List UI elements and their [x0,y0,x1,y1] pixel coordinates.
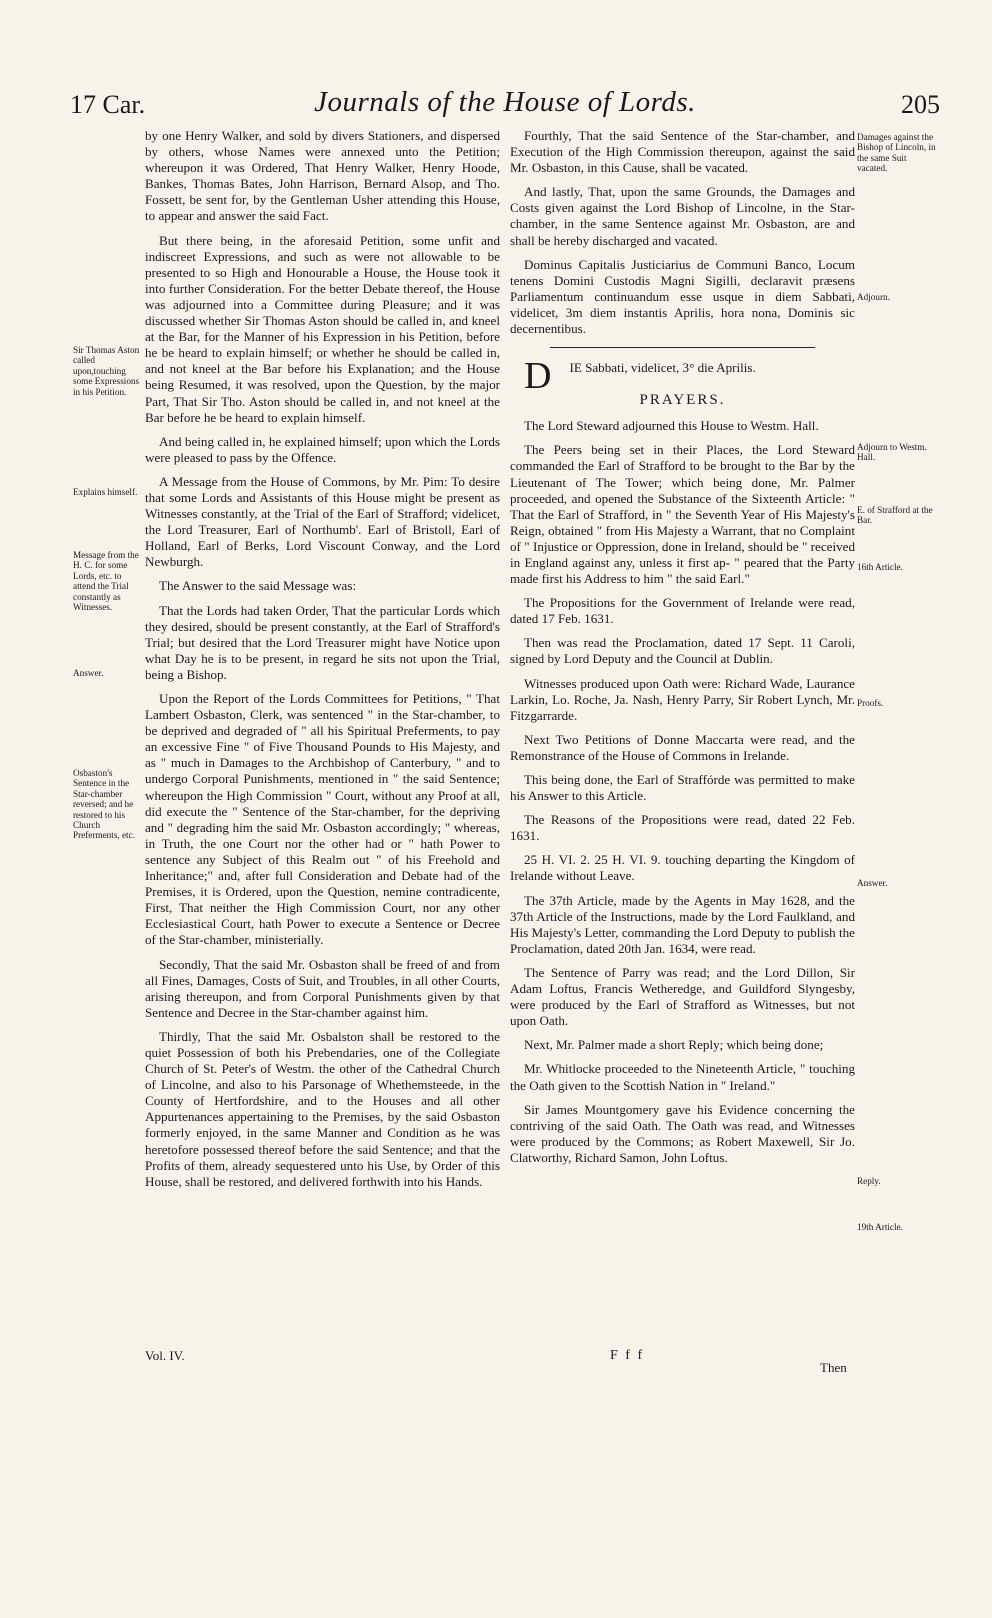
catchword: Then [820,1360,847,1375]
paragraph: The Answer to the said Message was: [159,578,357,594]
margin-note: Answer. [857,878,888,888]
paragraph: Fourthly, That the said Sentence of the Star-chamber, and Execution of the High Commission thereupon, against the said Mr. Osbaston, in this Cause, shall be vacated. [510,128,855,176]
drop-cap: D [524,355,552,398]
paragraph: A Message from the House of Commons, by Mr. Pim: To desire that some Lords and Assistants of this House might be present as Witnesses constantly, at the Trial of the Earl of Strafford; videlicet, the Lord Treasurer, Earl of Northumb'. Earl of Bristoll, Earl of Holland, Earl of Berks, Lord Viscount Conway, and the Lord Newburgh. [145,473,500,570]
section-divider [550,347,815,348]
regnal-year: 17 Car. [70,90,146,119]
paragraph: The 37th Article, made by the Agents in May 1628, and the 37th Article of the Instructions, made by the Lord Faulkland, and His Majesty's Letter, commanding the Lord Deputy to publish the Proclamation, dated 20th Jan. 1634, were read. [510,892,855,956]
margin-note: Message from the H. C. for some Lords, etc. to attend the Trial constantly as Witnesses. [73,550,139,613]
paragraph: The Reasons of the Propositions were read, dated 22 Feb. 1631. [510,812,855,844]
paragraph: Thirdly, That the said Mr. Osbalston shall be restored to the quiet Possession of both his Prebendaries, one of the Collegiate Church of St. Peter's of Westm. the other of the Cathedral Church of Lincolne, and also to his Parsonage of Whethemsteede, in the County of Hertfordshire, and to the Houses and all other Appurtenances appertaining to the Premises, by the said Osbaston formerly enjoyed, in the same Manner and Condition as he was heretofore possessed thereof before the said Sentence; and that the Profits of them, already sequestered unto his Use, by Order of this House, shall be restored, and delivered forthwith into his Hands. [145,1028,500,1189]
margin-note: Osbaston's Sentence in the Star-chamber reversed; and he restored to his Church Preferments, etc. [73,768,135,841]
date-heading [510,355,855,398]
prayers-heading: PRAYERS. [639,392,726,409]
page-number: 205 [901,90,940,119]
paragraph: Witnesses produced upon Oath were: Richard Wade, Laurance Larkin, Lo. Roche, Ja. Nash, Henry Parry, Sir Robert Lynch, Mr. Fitzgarrarde. [510,675,855,723]
volume-label: Vol. IV. [145,1348,185,1363]
margin-note: 19th Article. [857,1222,903,1232]
paragraph: Next Two Petitions of Donne Maccarta were read, and the Remonstrance of the House of Commons in Irelande. [510,731,855,763]
margin-note: Sir Thomas Aston called upon,touching some Expressions in his Petition. [73,345,140,397]
paragraph: 25 H. VI. 2. 25 H. VI. 9. touching departing the Kingdom of Irelande without Leave. [510,852,855,884]
margin-note: Adjourn to Westm. Hall. [857,442,927,463]
paragraph: Mr. Whitlocke proceeded to the Nineteenth Article, " touching the Oath given to the Scottish Nation in " Ireland." [510,1061,855,1093]
margin-note: Answer. [73,668,104,678]
margin-note: Explains himself. [73,487,138,497]
margin-note: Adjourn. [857,292,890,302]
right-column [510,128,855,1174]
paragraph: Next, Mr. Palmer made a short Reply; which being done; [524,1037,824,1053]
paragraph: Upon the Report of the Lords Committees for Petitions, " That Lambert Osbaston, Clerk, was sentenced " in the Star-chamber, to be deprived and degraded of " all his Spiritual Preferments, to pay an excessive Fine " of Five Thousand Pounds to His Majesty, and as " much in Damages to the Archbishop of Canterbury, " and to undergo Corporal Punishments, mentioned in " the said Sentence; whereupon the High Commission " Court, without any Proof at all, did execute the " Sentence of the Star-chamber, for the depriving and " degrading him the said Mr. Osbaston accordingly; " whereas, in Truth, the one Court nor the other had or " hath Power to sentence any Subject of this Realm out " of his Freehold and Inheritance;" and, after full Consideration and Debate had of the Premises, it is Ordered, upon the Question, nemine contradicente, First, That neither the High Commission Court, nor any other Ecclesiastical Court, hath Power to execute a Sentence or Decree of the Star-chamber, ministerially. [145,691,500,948]
margin-note: E. of Strafford at the Bar. [857,505,933,526]
paragraph: Sir James Mountgomery gave his Evidence concerning the contriving of the said Oath. The Oath was read, and Witnesses were produced by the Commons; as Robert Maxewell, Sir Jo. Clatworthy, Richard Samon, John Loftus. [510,1101,855,1165]
paragraph: The Lord Steward adjourned this House to Westm. Hall. [524,418,819,434]
paragraph: The Propositions for the Government of Irelande were read, dated 17 Feb. 1631. [510,595,855,627]
margin-note: Damages against the Bishop of Lincoln, in the same Suit vacated. [857,132,936,174]
paragraph: And being called in, he explained himself; upon which the Lords were pleased to pass by the Offence. [145,433,500,465]
paragraph: That the Lords had taken Order, That the particular Lords which they desired, should be present constantly, at the Earl of Strafford's Trial; but desired that the Lord Treasurer might have Notice upon what Day he is to be present, in regard he sits not upon the Trial, being a Bishop. [145,602,500,682]
paragraph: Dominus Capitalis Justiciarius de Communi Banco, Locum tenens Domini Custodis Magni Sigilli, declaravit præsens Parliamentum continuandum esse usque in diem Sabbati, videlicet, 3m diem instantis Aprilis, hora nona, Dominis sic decernentibus. [510,256,855,337]
paragraph: This being done, the Earl of Straffórde was permitted to make his Answer to this Article. [510,772,855,804]
running-title: Journals of the House of Lords. [314,86,696,118]
paragraph: But there being, in the aforesaid Petition, some unfit and indiscreet Expressions, and such as were not allowable to be presented to so High and Honourable a House, the House took it into further Consideration. For the better Debate thereof, the House was adjourned into a Committee during Pleasure; and it was discussed whether Sir Thomas Aston should be called in, and kneel at the Bar, for the Manner of his Expression in his Petition, before he be heard to explain himself; or whether he should be called in, and not kneel at the Bar before his Explanation; and the House being Resumed, it was resolved, upon the Question, by the major Part, That Sir Tho. Aston should be called in, and not kneel at the Bar before he be heard to explain himself. [145,232,500,425]
paragraph: Then was read the Proclamation, dated 17 Sept. 11 Caroli, signed by Lord Deputy and the Council at Dublin. [510,635,855,667]
margin-note: 16th Article. [857,562,903,572]
margin-note: Proofs. [857,698,884,708]
left-column [145,128,500,1198]
signature-mark: F f f [610,1348,645,1363]
paragraph: The Sentence of Parry was read; and the Lord Dillon, Sir Adam Loftus, Francis Wetheredge, and Guildford Slyngesby, were produced by the Earl of Strafford as Witnesses, but not upon Oath. [510,964,855,1029]
paragraph: The Peers being set in their Places, the Lord Steward commanded the Earl of Strafford to be brought to the Bar by the Lieutenant of The Tower; which being done, Mr. Palmer proceeded, and opened the Substance of the Sixteenth Article: " That the Earl of Strafford, in " the Seventh Year of His Majesty's Reign, obtained " from His Majesty a Warrant, that no Complaint of " Injustice or Oppression, done in Ireland, should be " received in England against any, unless it first ap- " peared that the Party made first his Address to him " the said Earl." [510,442,855,587]
paragraph: by one Henry Walker, and sold by divers Stationers, and dispersed by others, whose Names were annexed unto the Petition; whereupon it was Ordered, That Henry Walker, Henry Hoode, Bankes, Thomas Bates, John Harrison, Bernard Alsop, and Tho. Fossett, be sent for, by the Gentleman Usher attending this House, to appear and answer the said Fact. [145,128,500,224]
margin-note: Reply. [857,1176,881,1186]
date-heading-text: IE Sabbati, videlicet, 3° die Aprilis. [569,360,756,376]
page-header [70,86,940,126]
paragraph: Secondly, That the said Mr. Osbaston shall be freed of and from all Fines, Damages, Costs of Suit, and Troubles, in all other Courts, arising thereupon, and from Corporal Punishments given by that Sentence and Decree in the Star-chamber against him. [145,956,500,1020]
paragraph: And lastly, That, upon the same Grounds, the Damages and Costs given against the Lord Bishop of Lincolne, in the Star-chamber, in the same Sentence against Mr. Osbaston, are and shall be hereby discharged and vacated. [510,184,855,248]
